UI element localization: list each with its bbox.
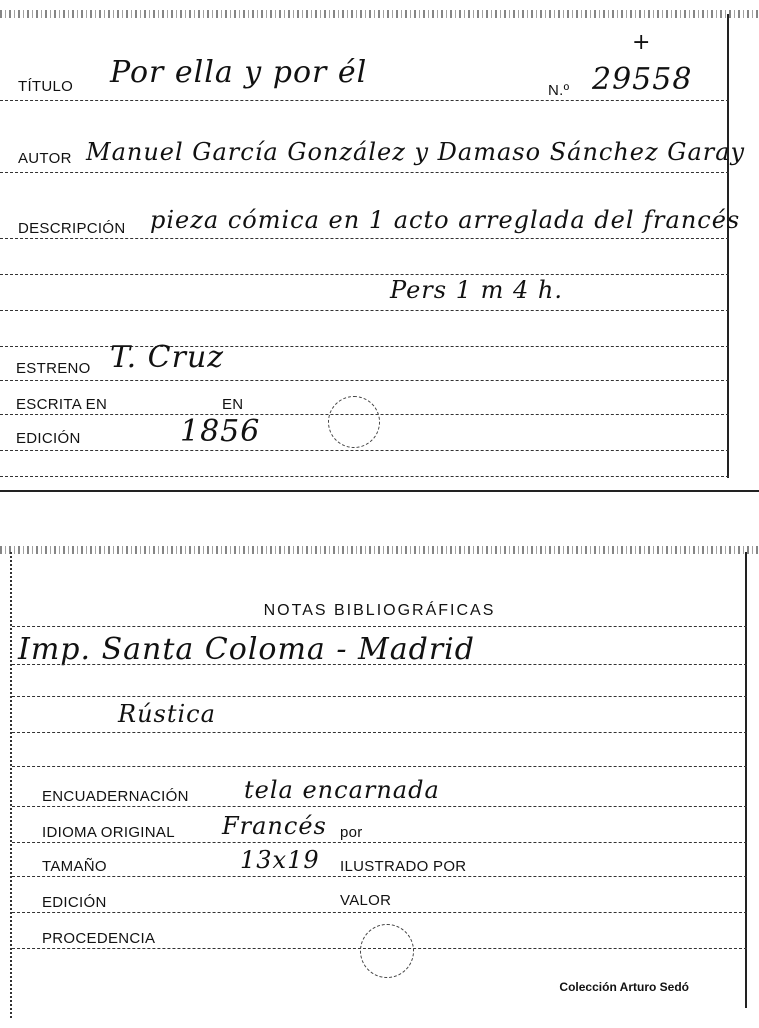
- estreno-label: ESTRENO: [16, 360, 91, 377]
- autor-rule: [0, 172, 729, 173]
- card-right-edge: [745, 552, 747, 1008]
- procedencia-label: PROCEDENCIA: [42, 930, 156, 947]
- estreno-rule: [0, 380, 729, 381]
- titulo-rule: [0, 100, 729, 101]
- header-rule: [12, 626, 747, 627]
- descripcion-value-line2: Pers 1 m 4 h.: [390, 276, 563, 304]
- descripcion-rule: [0, 238, 729, 239]
- titulo-value: Por ella y por él: [110, 55, 368, 90]
- tamano-value: 13x19: [240, 846, 320, 874]
- descripcion-value: pieza cómica en 1 acto arreglada del francés: [150, 206, 741, 234]
- idioma-original-label: IDIOMA ORIGINAL: [42, 824, 175, 841]
- estreno-value: T. Cruz: [110, 340, 225, 375]
- numero-label: N.º: [548, 82, 570, 99]
- handwritten-mark: +: [632, 30, 651, 55]
- edicion-label: EDICIÓN: [42, 894, 107, 911]
- ilustrado-por-label: ILUSTRADO POR: [340, 858, 467, 875]
- notas-bibliograficas-header: NOTAS BIBLIOGRÁFICAS: [263, 602, 496, 619]
- encuadernacion-label: ENCUADERNACIÓN: [42, 788, 189, 805]
- notas-rule-4: [12, 766, 747, 767]
- valor-label: VALOR: [340, 892, 392, 909]
- notas-rule-3: [12, 732, 747, 733]
- idioma-original-value: Francés: [222, 812, 327, 840]
- card-right-edge: [727, 14, 729, 478]
- stamp-circle: [360, 924, 414, 978]
- numero-value: 29558: [592, 62, 693, 97]
- blank-rule-2: [0, 310, 729, 311]
- edicion-value: 1856: [180, 414, 261, 449]
- notas-rule-2: [12, 696, 747, 697]
- notas-value-line1: Imp. Santa Coloma - Madrid: [18, 632, 475, 667]
- card-top-edge: [0, 10, 759, 18]
- catalog-card-front: [0, 0, 759, 498]
- bottom-rule: [0, 476, 729, 477]
- autor-label: AUTOR: [18, 150, 72, 167]
- blank-rule-1: [0, 274, 729, 275]
- autor-value: Manuel García González y Damaso Sánchez Garay: [86, 138, 746, 166]
- titulo-label: TÍTULO: [18, 78, 74, 95]
- notas-value-line2: Rústica: [118, 700, 216, 728]
- encuadernacion-value: tela encarnada: [244, 776, 440, 804]
- en-label: EN: [222, 396, 244, 413]
- escrita-en-label: ESCRITA EN: [16, 396, 108, 413]
- descripcion-label: DESCRIPCIÓN: [18, 220, 126, 237]
- notas-rule-1: [12, 664, 747, 665]
- collection-credit: Colección Arturo Sedó: [559, 980, 689, 994]
- card-divider: [0, 490, 759, 492]
- edicion-label: EDICIÓN: [16, 430, 81, 447]
- tamano-label: TAMAÑO: [42, 858, 107, 875]
- encuadernacion-rule: [12, 806, 747, 807]
- catalog-card-back: [0, 540, 759, 1028]
- edicion-rule: [0, 450, 729, 451]
- edicion-rule: [12, 912, 747, 913]
- por-label: por: [340, 824, 363, 841]
- idioma-rule: [12, 842, 747, 843]
- card-top-edge: [0, 546, 759, 554]
- stamp-circle: [328, 396, 380, 448]
- tamano-rule: [12, 876, 747, 877]
